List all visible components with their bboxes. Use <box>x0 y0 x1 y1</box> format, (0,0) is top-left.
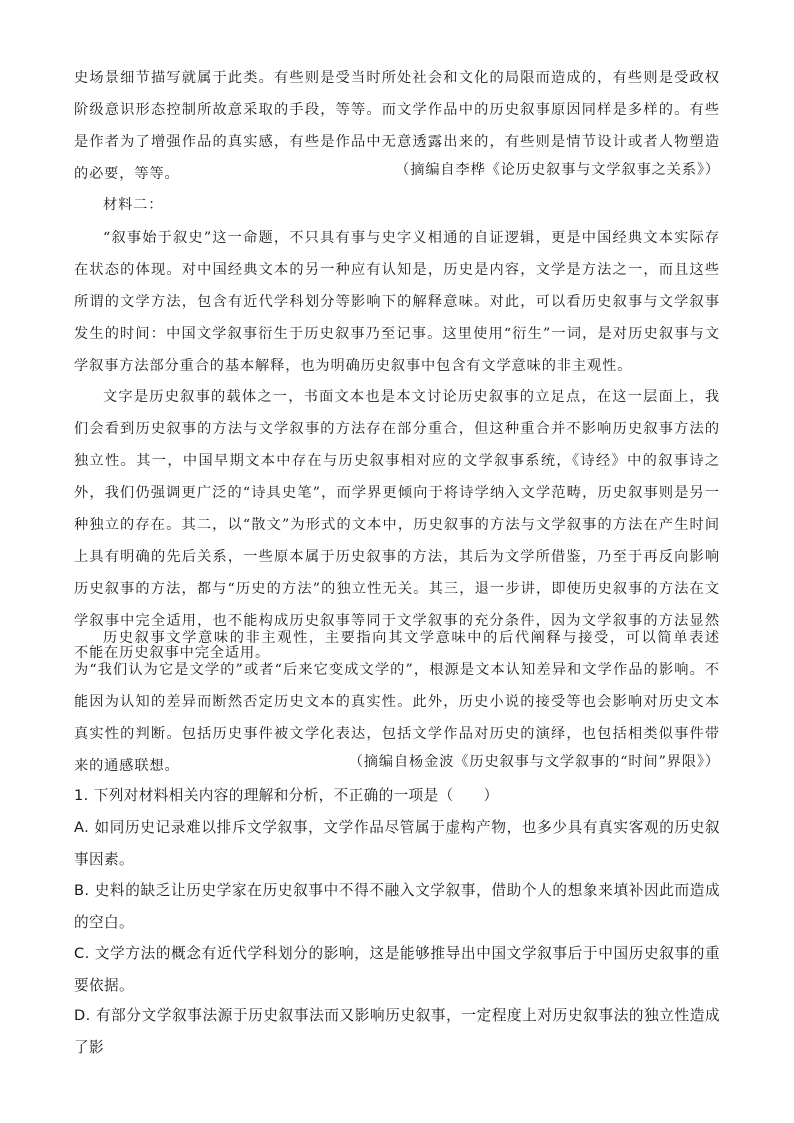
question-1-option-b: B. 史料的缺乏让历史学家在历史叙事中不得不融入文学叙事，借助个人的想象来填补因此而造成的空白。 <box>74 882 720 931</box>
question-1-option-c: C. 文学方法的概念有近代学科划分的影响，这是能够推导出中国文学叙事后于中国历史叙事的重要依据。 <box>74 945 720 994</box>
question-1-stem: 1. 下列对材料相关内容的理解和分析，不正确的一项是（ ） <box>74 787 499 804</box>
material2-heading: 材料二： <box>103 197 164 213</box>
material2-source: （摘编自杨金波《历史叙事与文学叙事的“时间”界限》） <box>348 754 720 770</box>
material2-paragraph-1: “叙事始于叙史”这一命题，不只具有事与史字义相通的自证逻辑，更是中国经典文本实际存在状态的体现。对中国经典文本的另一种应有认知是，历史是内容，文学是方法之一，而且这些所谓的文学方法，包含有近代学科划分等影响下的解释意味。对此，可以看历史叙事与文学叙事发生的时间：中国文学叙事衍生于历史叙事乃至记事。这里使用“衍生”一词，是对历史叙事与文学叙事方法部分重合的基本解释，也为明确历史叙事中包含有文学意味的非主观性。 <box>74 230 720 374</box>
material2-paragraph-2: 文字是历史叙事的载体之一，书面文本也是本文讨论历史叙事的立足点，在这一层面上，我们会看到历史叙事的方法与文学叙事的方法存在部分重合，但这种重合并不影响历史叙事方法的独立性。其一，中国早期文本中存在与历史叙事相对应的文学叙事系统，《诗经》中的叙事诗之外，我们仍强调更广泛的“诗具史笔”，而学界更倾向于将诗学纳入文学范畴，历史叙事则是另一种独立的存在。其二，以“散文”为形式的文本中，历史叙事的方法与文学叙事的方法在产生时间上具有明确的先后关系，一些原本属于历史叙事的方法，其后为文学所借鉴，乃至于再反向影响历史叙事的方法，都与“历史的方法”的独立性无关。其三，退一步讲，即使历史叙事的方法在文学叙事中完全适用，也不能构成历史叙事等同于文学叙事的充分条件，因为文学叙事的方法显然不能在历史叙事中完全适用。 <box>74 389 720 661</box>
question-1-option-d: D. 有部分文学叙事法源于历史叙事法而又影响历史叙事，一定程度上对历史叙事法的独立性造成了影 <box>74 1007 720 1056</box>
material2-paragraph-3: 历史叙事文学意味的非主观性，主要指向其文学意味中的后代阐释与接受，可以简单表述为“我们认为它是文学的”或者“后来它变成文学的”，根源是文本认知差异和文学作品的影响。不能因为认知的差异而断然否定历史文本的真实性。此外，历史小说的接受等也会影响对历史文本真实性的判断。包括历史事件被文学化表达，包括文学作品对历史的演绎，也包括相类似事件带来的通感联想。 <box>74 630 720 774</box>
material1-source: （摘编自李桦《论历史叙事与文学叙事之关系》） <box>395 162 720 178</box>
material1-paragraph-tail: 史场景细节描写就属于此类。有些则是受当时所处社会和文化的局限而造成的，有些则是受政权阶级意识形态控制所故意采取的手段，等等。而文学作品中的历史叙事原因同样是多样的。有些是作者为了增强作品的真实感，有些是作品中无意透露出来的，有些则是情节设计或者人物塑造的必要，等等。 <box>74 70 720 182</box>
question-1-option-a: A. 如同历史记录难以排斥文学叙事，文学作品尽管属于虚构产物，也多少具有真实客观的历史叙事因素。 <box>74 819 720 868</box>
